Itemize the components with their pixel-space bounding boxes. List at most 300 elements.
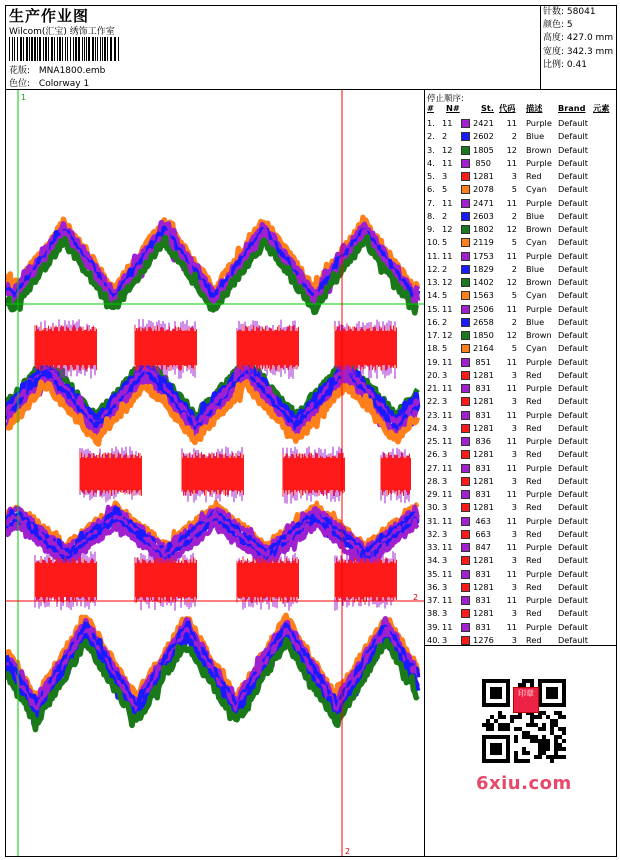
needle-number: 11 xyxy=(442,542,453,552)
color-swatch xyxy=(461,609,470,618)
brand-name: Default xyxy=(558,462,588,473)
color-swatch xyxy=(461,583,470,592)
red-satin-block xyxy=(381,448,411,504)
table-row xyxy=(425,607,616,620)
stop-number: 7. xyxy=(427,197,435,208)
needle-number: 11 xyxy=(442,595,453,605)
brand-name: Default xyxy=(558,581,588,592)
brand-name: Default xyxy=(558,489,588,499)
color-description: Purple xyxy=(526,515,552,526)
table-row xyxy=(425,117,616,130)
color-swatch xyxy=(461,371,470,380)
color-description: Purple xyxy=(526,595,552,605)
brand-name: Default xyxy=(558,157,588,168)
stop-number: 28. xyxy=(427,475,441,486)
color-code: 12 xyxy=(506,224,517,234)
stitch-count: 831 xyxy=(475,621,491,632)
stop-sequence-header xyxy=(425,103,616,115)
color-code: 3 xyxy=(511,422,517,433)
stop-number: 30. xyxy=(427,502,441,513)
stop-number: 15. xyxy=(427,303,441,314)
color-description: Purple xyxy=(526,197,552,208)
stitch-count: 2602 xyxy=(473,131,494,142)
color-swatch xyxy=(461,530,470,539)
table-row xyxy=(425,382,616,395)
brand-name: Default xyxy=(558,330,588,340)
color-code: 5 xyxy=(511,290,517,301)
stitch-count: 2119 xyxy=(473,237,494,248)
stop-number: 16. xyxy=(427,316,441,327)
needle-number: 11 xyxy=(442,489,453,499)
stitch-count: 1281 xyxy=(473,608,494,619)
colorway-line xyxy=(9,76,89,89)
color-description: Purple xyxy=(526,436,552,446)
color-swatch xyxy=(461,185,470,194)
color-description: Red xyxy=(526,608,542,619)
needle-number: 12 xyxy=(442,144,453,155)
color-code: 11 xyxy=(506,515,517,526)
stop-number: 24. xyxy=(427,422,441,433)
brand-name: Default xyxy=(558,595,588,605)
color-description: Red xyxy=(526,475,542,486)
needle-number: 11 xyxy=(442,462,453,473)
color-code: 11 xyxy=(506,621,517,632)
table-row xyxy=(425,303,616,316)
color-swatch xyxy=(461,596,470,605)
color-description: Blue xyxy=(526,316,545,327)
brand-name: Default xyxy=(558,449,588,460)
color-code: 3 xyxy=(511,171,517,181)
stop-number: 13. xyxy=(427,277,441,287)
color-description: Cyan xyxy=(526,343,547,354)
color-code: 11 xyxy=(506,356,517,367)
table-row xyxy=(425,369,616,382)
table-row xyxy=(425,263,616,276)
color-description: Blue xyxy=(526,131,545,142)
brand-name: Default xyxy=(558,383,588,393)
brand-name: Default xyxy=(558,250,588,261)
color-swatch xyxy=(461,570,470,579)
stat-height: 高度: 427.0 mm xyxy=(543,33,614,44)
col-stitches: St. xyxy=(481,103,494,113)
color-code: 3 xyxy=(511,634,517,645)
color-swatch xyxy=(461,172,470,181)
stop-number: 34. xyxy=(427,555,441,566)
color-swatch xyxy=(461,265,470,274)
brand-name: Default xyxy=(558,568,588,579)
needle-number: 11 xyxy=(442,409,453,420)
color-code: 2 xyxy=(511,131,517,142)
color-code: 2 xyxy=(511,263,517,274)
brand-name: Default xyxy=(558,475,588,486)
needle-number: 11 xyxy=(442,303,453,314)
color-swatch xyxy=(461,119,470,128)
stop-number: 10. xyxy=(427,237,441,248)
needle-number: 3 xyxy=(442,171,448,181)
color-description: Brown xyxy=(526,224,552,234)
table-row xyxy=(425,276,616,289)
needle-number: 3 xyxy=(442,422,448,433)
needle-number: 11 xyxy=(442,356,453,367)
needle-number: 3 xyxy=(442,608,448,619)
table-row xyxy=(425,183,616,196)
color-description: Brown xyxy=(526,277,552,287)
color-code: 12 xyxy=(506,277,517,287)
color-code: 11 xyxy=(506,250,517,261)
needle-number: 11 xyxy=(442,515,453,526)
needle-number: 11 xyxy=(442,250,453,261)
col-code: 代码 xyxy=(499,103,516,113)
color-code: 2 xyxy=(511,316,517,327)
stitch-count: 2603 xyxy=(473,210,494,221)
color-code: 3 xyxy=(511,555,517,566)
col-element: 元素 xyxy=(593,103,610,113)
color-swatch xyxy=(461,278,470,287)
needle-number: 3 xyxy=(442,475,448,486)
table-row xyxy=(425,554,616,567)
stitch-count: 2421 xyxy=(473,118,494,128)
stitch-count: 1276 xyxy=(473,634,494,645)
stitch-count: 2471 xyxy=(473,197,494,208)
color-swatch xyxy=(461,199,470,208)
color-code: 2 xyxy=(511,210,517,221)
color-description: Red xyxy=(526,396,542,407)
brand-name: Default xyxy=(558,184,588,195)
color-swatch xyxy=(461,252,470,261)
color-description: Brown xyxy=(526,330,552,340)
color-code: 5 xyxy=(511,343,517,354)
color-swatch xyxy=(461,146,470,155)
stitch-count: 831 xyxy=(475,409,491,420)
brand-name: Default xyxy=(558,436,588,446)
red-blocks xyxy=(35,319,411,611)
color-swatch xyxy=(461,238,470,247)
stitch-count: 831 xyxy=(475,383,491,393)
color-description: Purple xyxy=(526,568,552,579)
brand-name: Default xyxy=(558,555,588,566)
table-row xyxy=(425,144,616,157)
color-code: 11 xyxy=(506,409,517,420)
mark-bottom: 2 xyxy=(345,847,351,856)
color-code: 11 xyxy=(506,436,517,446)
header-panel xyxy=(6,6,541,90)
stop-number: 39. xyxy=(427,621,441,632)
stitch-count: 1402 xyxy=(473,277,494,287)
red-satin-block xyxy=(80,446,142,502)
needle-number: 2 xyxy=(442,210,448,221)
stop-number: 17. xyxy=(427,330,441,340)
brand-name: Default xyxy=(558,409,588,420)
color-swatch xyxy=(461,464,470,473)
qr-area xyxy=(425,646,616,856)
stitch-count: 850 xyxy=(475,157,491,168)
color-swatch xyxy=(461,543,470,552)
design-label: 花版: xyxy=(9,66,31,76)
page-title: 生产作业图 xyxy=(9,7,90,25)
stitch-count: 1281 xyxy=(473,581,494,592)
stop-sequence-panel xyxy=(425,90,616,646)
table-row xyxy=(425,541,616,554)
needle-number: 11 xyxy=(442,436,453,446)
table-row xyxy=(425,250,616,263)
color-description: Red xyxy=(526,528,542,539)
needle-number: 11 xyxy=(442,621,453,632)
needle-number: 5 xyxy=(442,237,448,248)
table-row xyxy=(425,170,616,183)
needle-number: 5 xyxy=(442,343,448,354)
needle-number: 3 xyxy=(442,528,448,539)
color-swatch xyxy=(461,424,470,433)
color-description: Purple xyxy=(526,462,552,473)
color-description: Red xyxy=(526,449,542,460)
table-row xyxy=(425,568,616,581)
color-description: Red xyxy=(526,555,542,566)
stop-sequence-rows xyxy=(425,117,616,647)
color-description: Purple xyxy=(526,542,552,552)
needle-number: 3 xyxy=(442,396,448,407)
stitch-count: 1281 xyxy=(473,369,494,380)
stop-number: 31. xyxy=(427,515,441,526)
table-row xyxy=(425,329,616,342)
mark-top-left: 1 xyxy=(21,93,27,102)
needle-number: 12 xyxy=(442,277,453,287)
table-row xyxy=(425,475,616,488)
needle-number: 3 xyxy=(442,369,448,380)
color-code: 3 xyxy=(511,396,517,407)
color-code: 11 xyxy=(506,542,517,552)
needle-number: 12 xyxy=(442,224,453,234)
color-swatch xyxy=(461,132,470,141)
stop-number: 26. xyxy=(427,449,441,460)
color-description: Brown xyxy=(526,144,552,155)
mark-mid-left: 1 xyxy=(9,295,15,304)
stop-number: 20. xyxy=(427,369,441,380)
table-row xyxy=(425,435,616,448)
needle-number: 2 xyxy=(442,131,448,142)
brand-name: Default xyxy=(558,224,588,234)
stats-panel xyxy=(541,6,616,90)
stop-number: 35. xyxy=(427,568,441,579)
embroidery-design xyxy=(6,90,425,856)
mark-right: 2 xyxy=(413,593,419,602)
stop-number: 40. xyxy=(427,634,441,645)
red-satin-block xyxy=(182,447,244,503)
stitch-count: 831 xyxy=(475,462,491,473)
table-row xyxy=(425,210,616,223)
stitch-count: 1281 xyxy=(473,396,494,407)
design-preview xyxy=(6,90,425,856)
color-swatch xyxy=(461,291,470,300)
stitch-count: 831 xyxy=(475,489,491,499)
stitch-count: 847 xyxy=(475,542,491,552)
color-swatch xyxy=(461,212,470,221)
table-row xyxy=(425,130,616,143)
color-code: 11 xyxy=(506,197,517,208)
stitch-count: 2506 xyxy=(473,303,494,314)
color-swatch xyxy=(461,450,470,459)
color-description: Purple xyxy=(526,157,552,168)
color-description: Red xyxy=(526,422,542,433)
stop-number: 1. xyxy=(427,118,435,128)
brand-name: Default xyxy=(558,515,588,526)
table-row xyxy=(425,197,616,210)
color-code: 3 xyxy=(511,528,517,539)
table-row xyxy=(425,581,616,594)
needle-number: 11 xyxy=(442,157,453,168)
stitch-count: 663 xyxy=(475,528,491,539)
color-swatch xyxy=(461,437,470,446)
table-row xyxy=(425,528,616,541)
stop-number: 3. xyxy=(427,144,435,155)
color-description: Purple xyxy=(526,621,552,632)
barcode-icon xyxy=(9,37,119,61)
stop-number: 6. xyxy=(427,184,435,195)
color-swatch xyxy=(461,159,470,168)
table-row xyxy=(425,501,616,514)
needle-number: 3 xyxy=(442,634,448,645)
color-description: Purple xyxy=(526,303,552,314)
brand-name: Default xyxy=(558,237,588,248)
color-description: Purple xyxy=(526,409,552,420)
stitch-count: 1281 xyxy=(473,555,494,566)
table-row xyxy=(425,223,616,236)
needle-number: 12 xyxy=(442,330,453,340)
table-row xyxy=(425,448,616,461)
stitch-count: 1802 xyxy=(473,224,494,234)
needle-number: 5 xyxy=(442,290,448,301)
stitch-count: 836 xyxy=(475,436,491,446)
stitch-count: 1563 xyxy=(473,290,494,301)
brand-name: Default xyxy=(558,171,588,181)
colorway-name: Colorway 1 xyxy=(38,79,90,89)
stop-sequence-title: 停止顺序: xyxy=(427,94,464,104)
stitch-count: 1805 xyxy=(473,144,494,155)
color-swatch xyxy=(461,477,470,486)
col-brand: Brand xyxy=(558,103,586,113)
color-swatch xyxy=(461,517,470,526)
color-swatch xyxy=(461,411,470,420)
color-swatch xyxy=(461,490,470,499)
red-satin-block xyxy=(283,446,345,503)
color-swatch xyxy=(461,358,470,367)
stop-number: 38. xyxy=(427,608,441,619)
table-row xyxy=(425,356,616,369)
stat-width: 宽度: 342.3 mm xyxy=(543,46,614,57)
red-satin-block xyxy=(335,551,397,611)
stop-number: 5. xyxy=(427,171,435,181)
brand-name: Default xyxy=(558,197,588,208)
table-row xyxy=(425,342,616,355)
color-swatch xyxy=(461,225,470,234)
stop-number: 29. xyxy=(427,489,441,499)
stitch-count: 1281 xyxy=(473,422,494,433)
brand-name: Default xyxy=(558,303,588,314)
table-row xyxy=(425,621,616,634)
brand-name: Default xyxy=(558,634,588,645)
brand-name: Default xyxy=(558,316,588,327)
color-description: Red xyxy=(526,171,542,181)
color-code: 3 xyxy=(511,449,517,460)
color-code: 3 xyxy=(511,502,517,513)
brand-name: Default xyxy=(558,528,588,539)
color-description: Red xyxy=(526,369,542,380)
stitch-count: 2078 xyxy=(473,184,494,195)
stitch-count: 1753 xyxy=(473,250,494,261)
stitch-count: 1281 xyxy=(473,502,494,513)
color-code: 11 xyxy=(506,462,517,473)
needle-number: 3 xyxy=(442,502,448,513)
table-row xyxy=(425,594,616,607)
needle-number: 11 xyxy=(442,383,453,393)
col-num: # xyxy=(427,103,434,113)
production-worksheet xyxy=(5,5,617,857)
table-row xyxy=(425,515,616,528)
stop-number: 32. xyxy=(427,528,441,539)
stitch-count: 1281 xyxy=(473,475,494,486)
colorway-label: 色位: xyxy=(9,79,31,89)
brand-name: Default xyxy=(558,263,588,274)
color-code: 3 xyxy=(511,475,517,486)
needle-number: 2 xyxy=(442,316,448,327)
color-swatch xyxy=(461,331,470,340)
stitch-count: 2164 xyxy=(473,343,494,354)
table-row xyxy=(425,488,616,501)
needle-number: 11 xyxy=(442,197,453,208)
brand-name: Default xyxy=(558,422,588,433)
color-description: Cyan xyxy=(526,237,547,248)
stop-number: 9. xyxy=(427,224,435,234)
color-swatch xyxy=(461,556,470,565)
color-description: Red xyxy=(526,634,542,645)
color-swatch xyxy=(461,318,470,327)
color-swatch xyxy=(461,397,470,406)
brand-name: Default xyxy=(558,608,588,619)
table-row xyxy=(425,634,616,647)
table-row xyxy=(425,289,616,302)
brand-name: Default xyxy=(558,396,588,407)
company-name: Wilcom(汇宝) 绣饰工作室 xyxy=(9,27,115,37)
brand-name: Default xyxy=(558,277,588,287)
color-swatch xyxy=(461,305,470,314)
brand-name: Default xyxy=(558,369,588,380)
stop-number: 8. xyxy=(427,210,435,221)
color-code: 11 xyxy=(506,157,517,168)
color-swatch xyxy=(461,503,470,512)
color-description: Blue xyxy=(526,210,545,221)
stop-number: 12. xyxy=(427,263,441,274)
needle-number: 3 xyxy=(442,581,448,592)
color-code: 3 xyxy=(511,581,517,592)
color-description: Red xyxy=(526,581,542,592)
brand-name: Default xyxy=(558,343,588,354)
color-code: 11 xyxy=(506,303,517,314)
color-description: Purple xyxy=(526,356,552,367)
needle-number: 2 xyxy=(442,263,448,274)
design-file-name: MNA1800.emb xyxy=(38,66,106,76)
color-code: 12 xyxy=(506,144,517,155)
color-swatch xyxy=(461,636,470,645)
color-description: Cyan xyxy=(526,184,547,195)
table-row xyxy=(425,316,616,329)
table-row xyxy=(425,236,616,249)
col-needle: N# xyxy=(446,103,460,113)
brand-name: Default xyxy=(558,118,588,128)
brand-name: Default xyxy=(558,144,588,155)
stop-number: 36. xyxy=(427,581,441,592)
stitch-count: 831 xyxy=(475,568,491,579)
design-file-line xyxy=(9,63,105,76)
stop-number: 22. xyxy=(427,396,441,407)
